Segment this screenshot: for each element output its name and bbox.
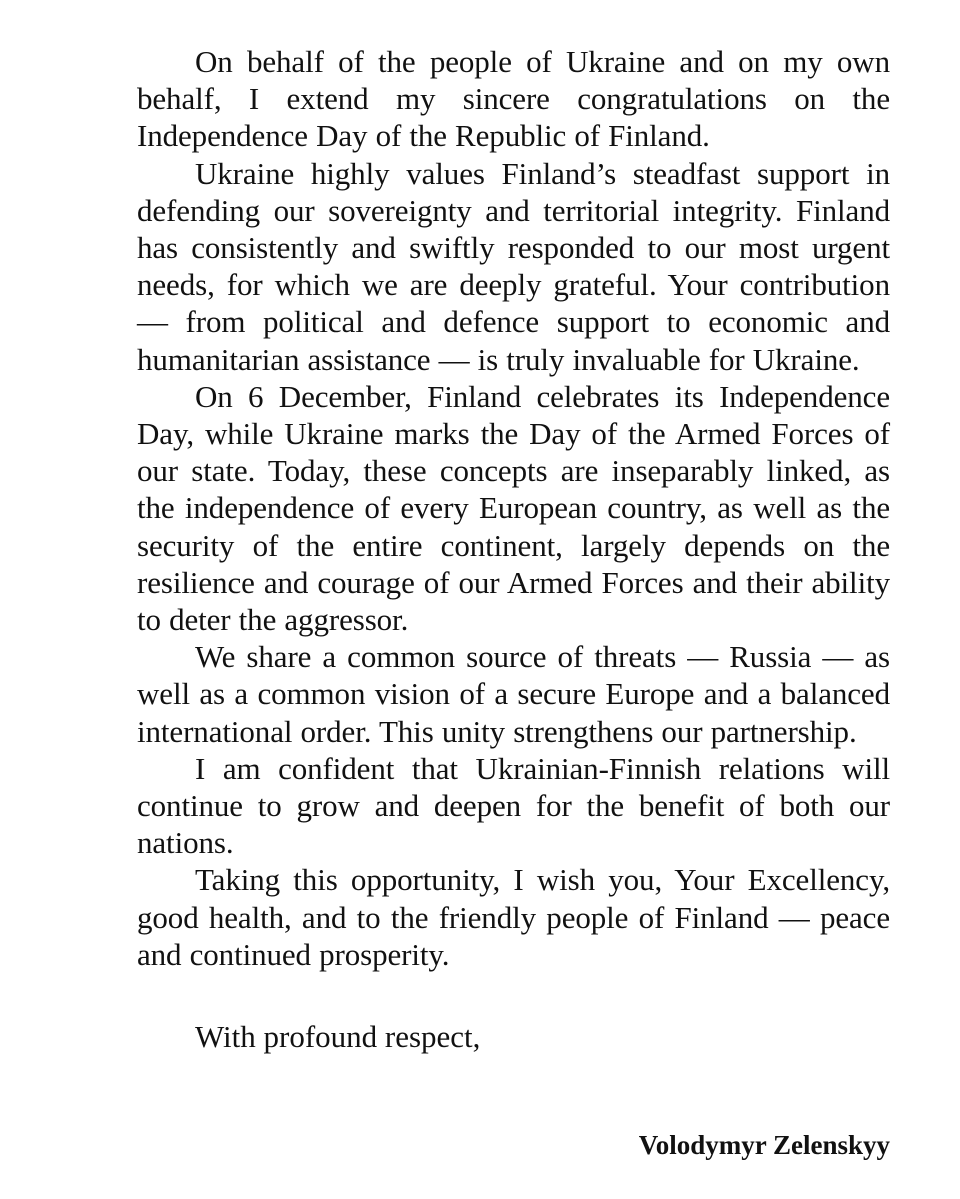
- paragraph-wishes: Taking this opportunity, I wish you, Your Excellency, good health, and to the friendly people of Finland — peace and continued prosperity.: [137, 862, 890, 972]
- paragraph-greeting: On behalf of the people of Ukraine and on my own behalf, I extend my sincere congratulations on the Independence Day of the Republic of Finland.: [137, 44, 890, 154]
- paragraph-support: Ukraine highly values Finland’s steadfast support in defending our sovereignty and territorial integrity. Finland has consistently and swiftly responded to our most urgent needs, for which we are deeply grateful. Your contribution — from political and defence support to economic and humanitarian assistance — is truly invaluable for Ukraine.: [137, 155, 890, 377]
- signature-name: Volodymyr Zelenskyy: [638, 1130, 890, 1160]
- paragraph-relations: I am confident that Ukrainian-Finnish relations will continue to grow and deepen for the benefit of both our nations.: [137, 750, 890, 861]
- paragraph-threats: We share a common source of threats — Russia — as well as a common vision of a secure Europe and a balanced international order. This unity strengthens our partnership.: [137, 639, 890, 749]
- letter-body: [137, 43, 890, 973]
- paragraph-armed-forces: On 6 December, Finland celebrates its Independence Day, while Ukraine marks the Day of the Armed Forces of our state. Today, these concepts are inseparably linked, as the independence of every European country, as well as the security of the entire continent, largely depends on the resilience and courage of our Armed Forces and their ability to deter the aggressor.: [137, 378, 890, 638]
- closing-line: With profound respect,: [195, 1019, 481, 1054]
